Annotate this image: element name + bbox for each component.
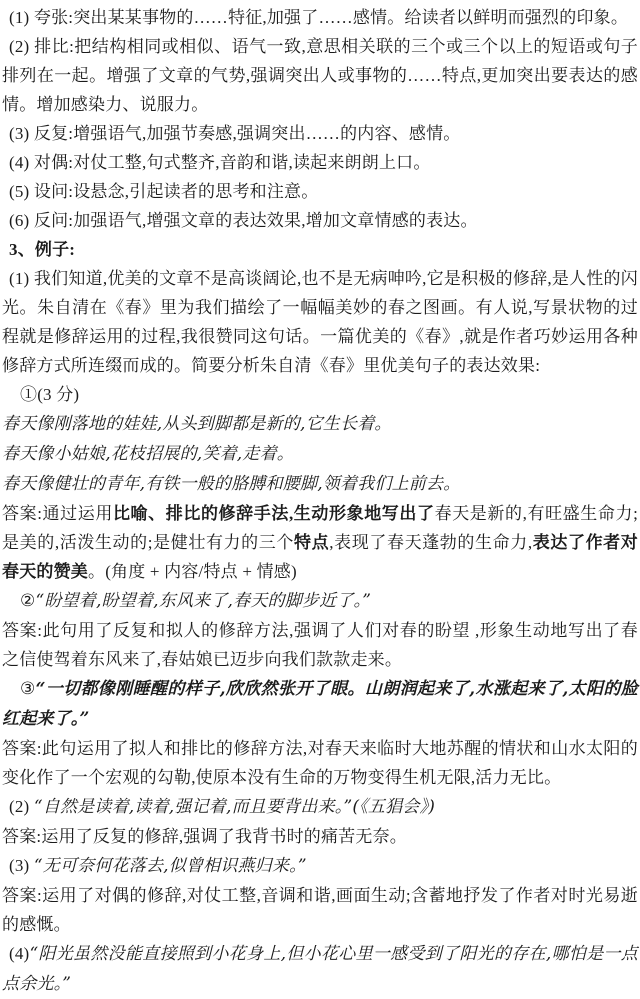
text-segment: (《五猖会》) xyxy=(352,797,436,817)
example-1-answer-1 xyxy=(2,499,638,586)
example-1-item-2-quote xyxy=(2,586,638,616)
text-segment: (3) xyxy=(9,856,34,875)
text-segment: 3、例子: xyxy=(9,240,76,259)
examples-heading xyxy=(2,235,638,264)
text-segment: 答案:运用了反复的修辞,强调了我背书时的痛苦无奈。 xyxy=(2,827,407,846)
text-segment: ③ xyxy=(20,679,36,698)
example-1-answer-3 xyxy=(2,734,638,792)
text-segment: (4) 对偶:对仗工整,句式整齐,音韵和谐,读起来朗朗上口。 xyxy=(9,153,431,172)
definition-item-exaggeration xyxy=(2,3,638,32)
example-1-item-3-quote xyxy=(2,674,638,734)
text-segment: 特点 xyxy=(294,533,330,552)
example-1-quote-line-2 xyxy=(2,439,638,469)
example-2-answer xyxy=(2,822,638,851)
text-segment: (1) 我们知道,优美的文章不是高谈阔论,也不是无病呻吟,它是积极的修辞,是人性的闪光。朱自清在《春》里为我们描绘了一幅幅美妙的春之图画。有人说,写景状物的过程就是修辞运用的过程,我很赞同这句话。一篇优美的《春》,就是作者巧妙运用各种修辞方式所连缀而成的。简要分析朱自清《春》里优美句子的表达效果: xyxy=(2,269,638,375)
definition-item-antithesis xyxy=(2,148,638,177)
text-segment: ,表现了春天蓬勃的生命力, xyxy=(329,533,533,552)
text-segment: 表达了作者对春天的赞美 xyxy=(2,533,638,581)
definition-item-parallelism xyxy=(2,32,638,119)
text-segment: 春天像小姑娘,花枝招展的,笑着,走着。 xyxy=(2,444,295,464)
text-segment: (4) xyxy=(9,944,30,963)
text-segment: “一切都像刚睡醒的样子,欣欣然张开了眼。山朗润起来了,水涨起来了,太阳的脸红起来了。” xyxy=(2,679,638,729)
example-1-quote-line-1 xyxy=(2,409,638,439)
text-segment: ② xyxy=(20,591,36,610)
example-2-quote xyxy=(2,792,638,822)
text-segment: (3) 反复:增强语气,加强节奏感,强调突出……的内容、感情。 xyxy=(9,124,461,143)
definition-item-repetition xyxy=(2,119,638,148)
text-segment: 。(角度 + 内容/特点 + 情感) xyxy=(88,562,297,581)
text-segment: 春天像刚落地的娃娃,从头到脚都是新的,它生长着。 xyxy=(2,414,392,434)
text-segment: 春天像健壮的青年,有铁一般的胳膊和腰脚,领着我们上前去。 xyxy=(2,474,461,494)
text-segment: (6) 反问:加强语气,增强文章的表达效果,增加文章情感的表达。 xyxy=(9,211,478,230)
example-1-item-1-score xyxy=(2,380,638,409)
text-segment: 答案:通过运用 xyxy=(2,504,113,523)
text-segment: “阳光虽然没能直接照到小花身上,但小花心里一感受到了阳光的存在,哪怕是一点点余光。” xyxy=(2,944,638,994)
example-1-answer-2 xyxy=(2,616,638,674)
example-3-answer xyxy=(2,881,638,939)
definition-item-hypophora xyxy=(2,177,638,206)
example-4-quote xyxy=(2,939,638,999)
text-segment: 答案:此句运用了拟人和排比的修辞方法,对春天来临时大地苏醒的情状和山水太阳的变化作了一个宏观的勾勒,使原本没有生命的万物变得生机无限,活力无比。 xyxy=(2,739,638,787)
text-segment: 春天是新的,有旺盛生命力;是美的,活泼生动的;是健壮有力的三个 xyxy=(2,504,638,552)
text-segment: (5) 设问:设悬念,引起读者的思考和注意。 xyxy=(9,182,319,201)
text-segment: (1) 夸张:突出某某事物的……特征,加强了……感情。给读者以鲜明而强烈的印象。 xyxy=(9,8,629,27)
example-1-quote-line-3 xyxy=(2,469,638,499)
example-1-intro-paragraph xyxy=(2,264,638,380)
text-segment: 比喻、排比的修辞手法,生动形象地写出了 xyxy=(112,504,435,523)
definition-item-rhetorical-question xyxy=(2,206,638,235)
text-segment: 答案:运用了对偶的修辞,对仗工整,音调和谐,画面生动;含蓄地抒发了作者对时光易逝的感慨。 xyxy=(2,886,638,934)
text-segment: (2) xyxy=(9,797,34,816)
text-segment: 答案:此句用了反复和拟人的修辞方法,强调了人们对春的盼望 ,形象生动地写出了春之信使驾着东风来了,春姑娘已迈步向我们款款走来。 xyxy=(2,621,638,669)
text-segment: (2) 排比:把结构相同或相似、语气一致,意思相关联的三个或三个以上的短语或句子排列在一起。增强了文章的气势,强调突出人或事物的……特点,更加突出要表达的感情。增加感染力、说服力。 xyxy=(2,37,638,114)
text-segment: ①(3 分) xyxy=(20,385,80,404)
text-segment: “无可奈何花落去,似曾相识燕归来。” xyxy=(33,856,307,876)
text-segment: “盼望着,盼望着,东风来了,春天的脚步近了。” xyxy=(35,591,372,611)
text-segment: “自然是读着,读着,强记着,而且要背出来。” xyxy=(33,797,353,817)
